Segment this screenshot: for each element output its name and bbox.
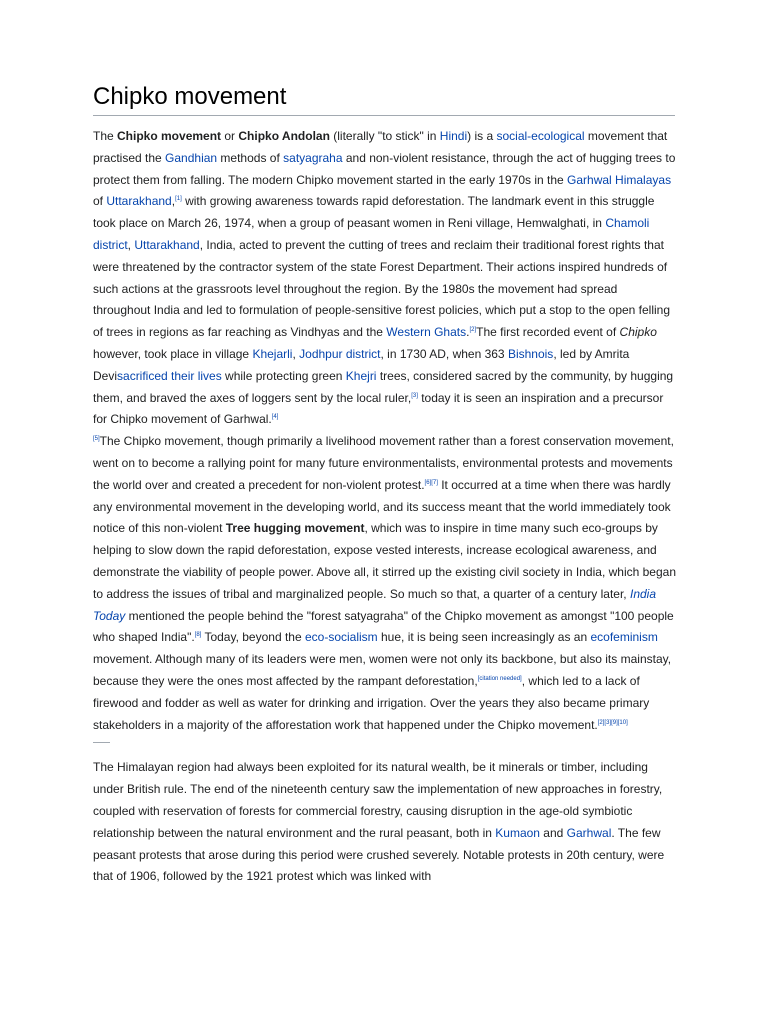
text-run: , which was to inspire in time many such eco-groups by helping to slow down the rapid deforestation, expose vested interests, increase ecological awareness, and demonstrate the viability of people power. Above all, it stirred up the existing civil society in India, which began to address the issues of tribal and marginalized people. So much so that, a quarter of a century later, — [93, 521, 676, 601]
link-bishnois[interactable]: Bishnois — [507, 346, 554, 361]
section-divider — [93, 742, 110, 743]
citation-link[interactable]: [2] — [469, 327, 477, 334]
link-uttarakhand[interactable]: Uttarakhand — [134, 237, 200, 252]
text-run: , India, acted to prevent the cutting of trees and reclaim their traditional forest rights that were threatened by the contractor system of the state Forest Department. Their actions inspired hundreds of such actions at the grassroots level throughout the region. By the 1980s the movement had spread throughout India and led to formulation of people-sensitive forest policies, which put a stop to the open felling of trees in regions as far reaching as Vindhyas and the — [93, 237, 671, 340]
citation-link[interactable]: [9] — [611, 719, 618, 726]
text-run: (literally "to stick" in — [329, 129, 440, 143]
text-run: mentioned the people behind the "forest satyagraha" of the Chipko movement as amongst "100 people who shaped India". — [93, 608, 674, 645]
text-run: The — [93, 129, 118, 143]
text-run: , — [292, 346, 300, 361]
text-run: The Chipko movement, though primarily a livelihood movement rather than a forest conservation movement, went on to become a rallying point for many future environmentalists, environmental protests and movements the world over and created a precedent for non-violent protest. — [93, 434, 674, 492]
italic-term-chipko: Chipko — [619, 325, 657, 340]
citation — [93, 436, 100, 442]
paragraph-history — [93, 757, 677, 888]
citation-link[interactable]: [4] — [271, 414, 279, 421]
citation — [272, 414, 279, 420]
page-title: Chipko movement — [93, 82, 675, 116]
text-run: . The few peasant protests that arose during this period were crushed severely. Notable protests in 20th century, were that of 1906, followed by the 1921 protest which was linked with — [93, 825, 665, 884]
text-run: movement. Although many of its leaders were men, women were not only its backbone, but also its mainstay, because they were the ones most affected by the rampant deforestation, — [93, 652, 672, 688]
citation-link[interactable]: [5] — [93, 436, 100, 443]
citation-link[interactable]: [10] — [617, 719, 628, 726]
link-ecofeminism[interactable]: ecofeminism — [590, 630, 658, 645]
link-chamoli-district[interactable]: Chamoli district — [93, 216, 650, 252]
citation — [175, 196, 182, 202]
text-run: The first recorded event of — [476, 325, 620, 340]
text-run: . — [466, 325, 470, 340]
link-jodhpur-district[interactable]: Jodhpur district — [299, 346, 381, 361]
text-run: The Himalayan region had always been exploited for its natural wealth, be it minerals or timber, including under British rule. The end of the nineteenth century saw the implementation of new approaches in forestry, coupled with reservation of forests for commercial forestry, causing disruption in the age-old symbiotic relationship between the natural environment and the rural peasant, both in — [93, 760, 663, 840]
link-eco-socialism[interactable]: eco-socialism — [304, 630, 378, 645]
link-garhwal[interactable]: Garhwal — [566, 825, 612, 840]
text-run: hue, it is being seen increasingly as an — [377, 630, 591, 645]
text-run: Today, beyond the — [201, 630, 305, 645]
text-run: methods of — [217, 150, 284, 165]
text-run: , — [127, 237, 135, 252]
text-run: , in 1730 AD, when 363 — [380, 346, 508, 361]
text-run: ) is a — [467, 129, 497, 143]
text-run: , led by Amrita Devi — [93, 346, 630, 383]
citation-link[interactable]: [2] — [597, 719, 605, 726]
bold-term-tree-hugging: Tree hugging movement — [225, 521, 365, 536]
link-garhwal-himalayas[interactable]: Garhwal Himalayas — [567, 172, 672, 187]
text-run: , which led to a lack of firewood and fodder as well as water for drinking and irrigation. Over the years they also became primary stakeholders in a majority of the afforestation work that happened under the Chipko movement. — [93, 673, 650, 732]
text-run: or — [221, 129, 239, 143]
citation-needed — [478, 676, 522, 682]
link-khejri[interactable]: Khejri — [345, 368, 377, 383]
link-satyagraha[interactable]: satyagraha — [283, 150, 343, 165]
citation — [598, 720, 628, 726]
citation-needed-link[interactable]: [citation needed] — [477, 675, 522, 682]
citation-link[interactable]: [3] — [411, 392, 418, 399]
link-western-ghats[interactable]: Western Ghats — [386, 325, 467, 340]
bold-term-chipko-movement: Chipko movement — [117, 129, 222, 143]
text-run: It occurred at a time when there was hardly any environmental movement in the developing world, and its success meant that the world immediately took notice of this non-violent — [93, 477, 671, 536]
link-social-ecological[interactable]: social-ecological — [496, 129, 585, 143]
link-hindi[interactable]: Hindi — [439, 129, 468, 143]
text-run: of — [93, 194, 107, 209]
citation-link[interactable]: [7] — [431, 479, 438, 486]
citation-link[interactable]: [8] — [194, 632, 202, 639]
link-gandhian[interactable]: Gandhian — [165, 150, 218, 165]
citation-link[interactable]: [1] — [175, 196, 182, 203]
text-run: and non-violent resistance, through the act of hugging trees to protect them from falling. The modern Chipko movement started in the early 1970s in the — [93, 150, 676, 187]
citation-link[interactable]: [6] — [424, 479, 432, 486]
citation — [411, 393, 418, 399]
text-run: movement that practised the — [93, 129, 668, 165]
text-run: with growing awareness towards rapid deforestation. The landmark event in this struggle took place on March 26, 1974, when a group of peasant women in Reni village, Hemwalghati, in — [93, 194, 655, 231]
text-run: while protecting green — [221, 368, 346, 383]
link-uttarakhand[interactable]: Uttarakhand — [106, 194, 172, 209]
italic-title: India Today — [93, 586, 657, 623]
text-run: trees, considered sacred by the community, by hugging them, and braved the axes of loggers sent by the local ruler, — [93, 368, 674, 405]
link-kumaon[interactable]: Kumaon — [495, 825, 540, 840]
link-khejarli[interactable]: Khejarli — [252, 346, 293, 361]
paragraph-intro — [93, 126, 677, 736]
text-run: , — [171, 194, 176, 209]
article-body — [93, 126, 677, 888]
citation — [425, 480, 438, 486]
citation-link[interactable]: [3] — [604, 719, 612, 726]
text-run: today it is seen an inspiration and a precursor for Chipko movement of Garhwal. — [93, 390, 664, 427]
text-run: and — [539, 825, 567, 840]
link-sacrificed-their-lives[interactable]: sacrificed their lives — [117, 368, 222, 383]
bold-term-chipko-andolan: Chipko Andolan — [238, 129, 330, 143]
text-run: however, took place in village — [93, 346, 253, 361]
